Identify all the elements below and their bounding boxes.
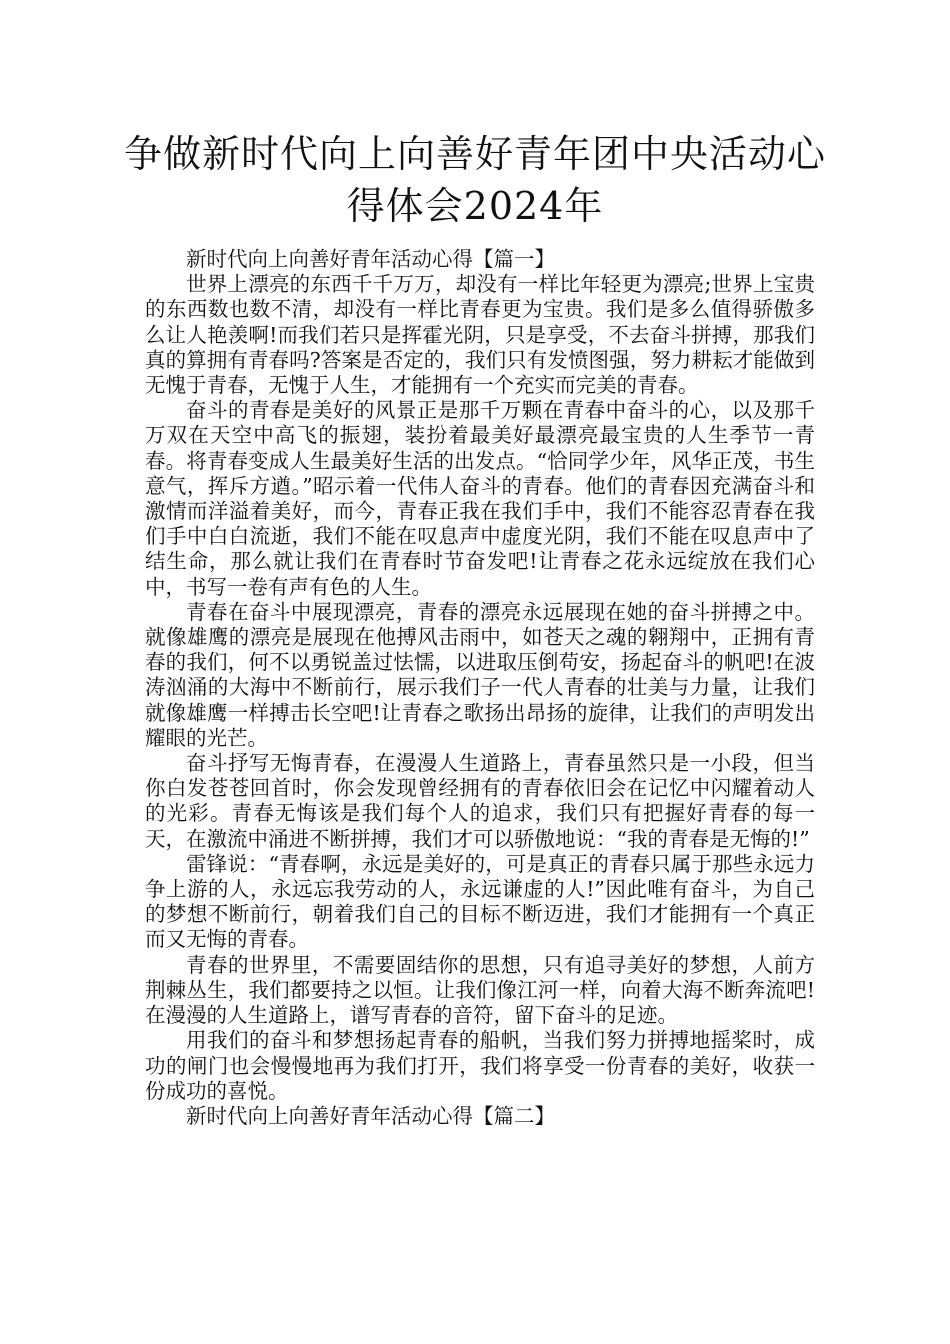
section-heading-1: 新时代向上向善好青年活动心得【篇一】 [186,247,555,271]
paragraph-5: 雷锋说：“青春啊，永远是美好的，可是真正的青春只属于那些永远力争上游的人，永远忘我劳动的人，永远谦虚的人!”因此唯有奋斗，为自己的梦想不断前行，朝着我们自己的目标不断迈进，我们才能拥有一个真正而又无悔的青春。 [145,851,815,952]
document-body [145,247,815,1129]
paragraph-1: 世界上漂亮的东西千千万万，却没有一样比年轻更为漂亮;世界上宝贵的东西数也数不清，却没有一样比青春更为宝贵。我们是多么值得骄傲多么让人艳羡啊!而我们若只是挥霍光阴，只是享受，不去奋斗拼搏，那我们真的算拥有青春吗?答案是否定的，我们只有发愤图强，努力耕耘才能做到无愧于青春，无愧于人生，才能拥有一个充实而完美的青春。 [145,272,815,398]
paragraph-6: 青春的世界里，不需要固结你的思想，只有追寻美好的梦想，人前方荆棘丛生，我们都要持之以恒。让我们像江河一样，向着大海不断奔流吧!在漫漫的人生道路上，谱写青春的音符，留下奋斗的足迹。 [145,952,815,1028]
paragraph-7: 用我们的奋斗和梦想扬起青春的船帆，当我们努力拼搏地摇桨时，成功的闸门也会慢慢地再为我们打开，我们将享受一份青春的美好，收获一份成功的喜悦。 [145,1028,815,1103]
document-title: 争做新时代向上向善好青年团中央活动心得体会2024年 [123,132,826,228]
paragraph-3: 青春在奋斗中展现漂亮，青春的漂亮永远展现在她的奋斗拼搏之中。就像雄鹰的漂亮是展现在他搏风击雨中，如苍天之魂的翱翔中，正拥有青春的我们，何不以勇锐盖过怯懦，以进取压倒苟安，扬起奋斗的帆吧!在波涛汹涌的大海中不断前行，展示我们子一代人青春的壮美与力量，让我们就像雄鹰一样搏击长空吧!让青春之歌扬出昂扬的旋律，让我们的声明发出耀眼的光芒。 [145,599,815,750]
paragraph-4: 奋斗抒写无悔青春，在漫漫人生道路上，青春虽然只是一小段，但当你白发苍苍回首时，你会发现曾经拥有的青春依旧会在记忆中闪耀着动人的光彩。青春无悔该是我们每个人的追求，我们只有把握好青春的每一天，在激流中涌进不断拼搏，我们才可以骄傲地说：“我的青春是无悔的!” [145,751,815,851]
section-heading-2: 新时代向上向善好青年活动心得【篇二】 [186,1103,555,1128]
paragraph-2: 奋斗的青春是美好的风景正是那千万颗在青春中奋斗的心，以及那千万双在天空中高飞的振翅，装扮着最美好最漂亮最宝贵的人生季节一青春。将青春变成人生最美好生活的出发点。“恰同学少年，风华正茂，书生意气，挥斥方遒。”昭示着一代伟人奋斗的青春。他们的青春因充满奋斗和激情而洋溢着美好，而今，青春正我在我们手中，我们不能容忍青春在我们手中白白流逝，我们不能在叹息声中虚度光阴，我们不能在叹息声中了结生命，那么就让我们在青春时节奋发吧!让青春之花永远绽放在我们心中，书写一卷有声有色的人生。 [145,398,815,599]
